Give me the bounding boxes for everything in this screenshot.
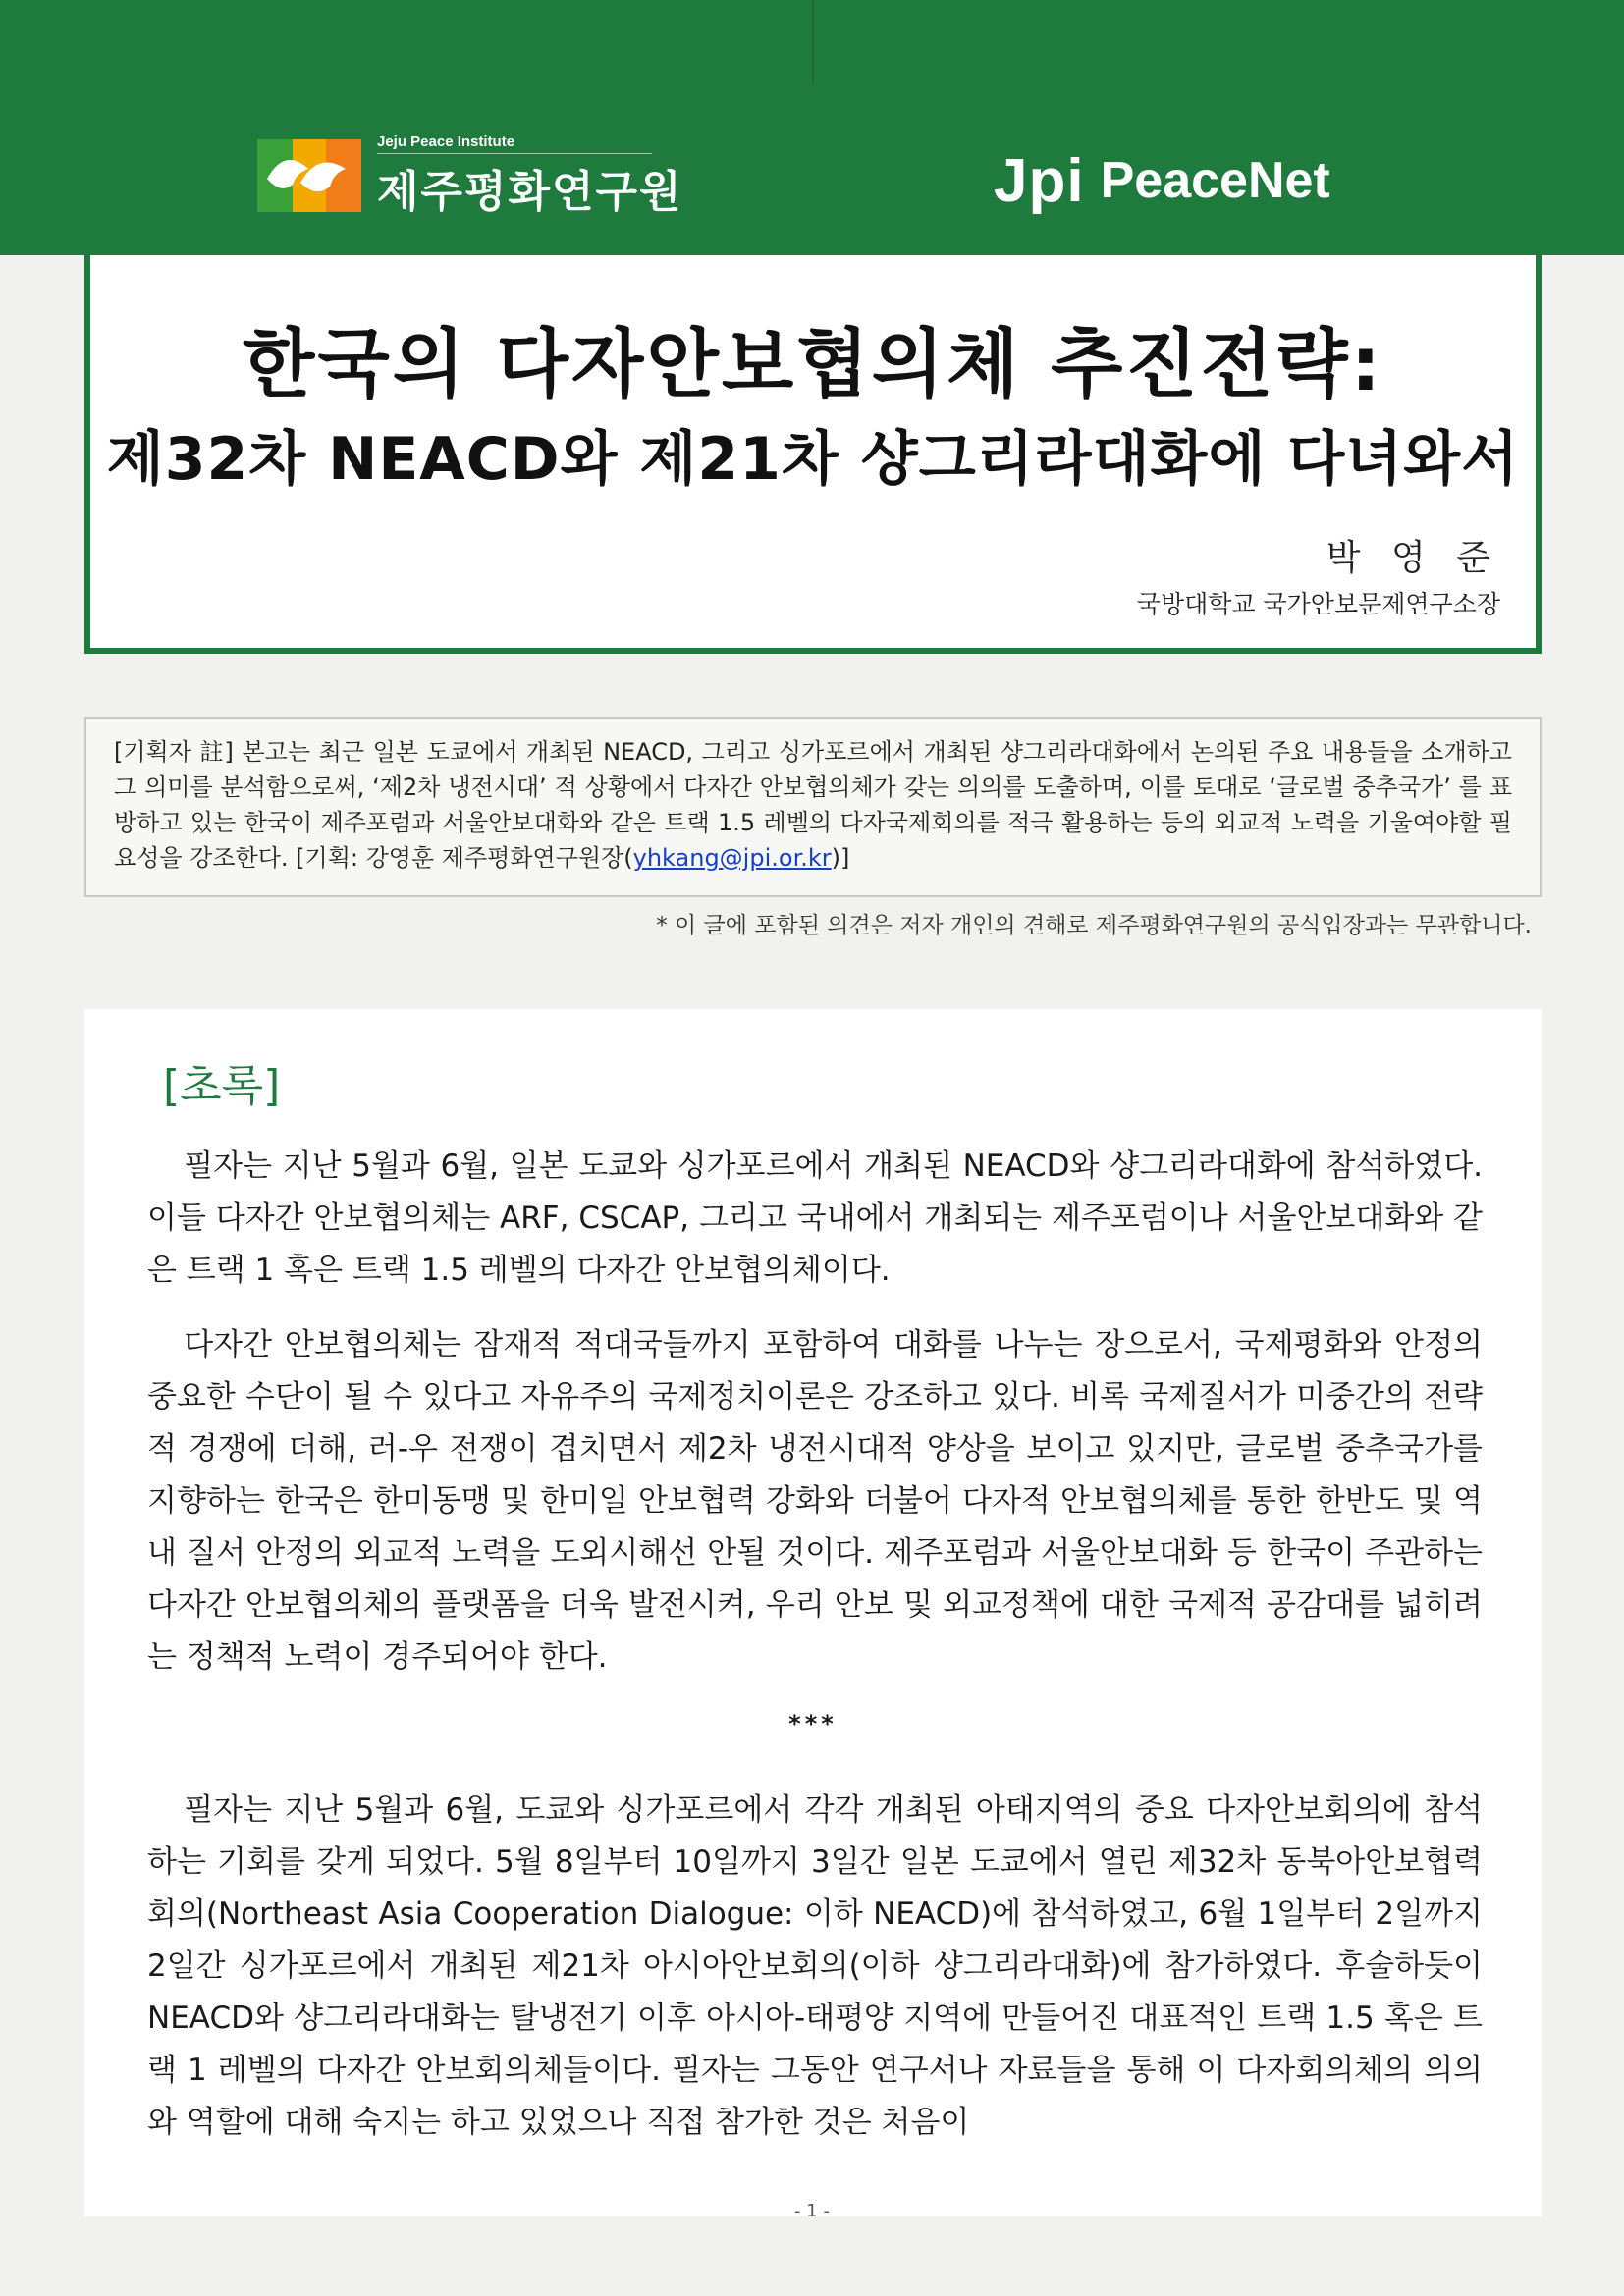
disclaimer: * 이 글에 포함된 의견은 저자 개인의 견해로 제주평화연구원의 공식입장과는 무관합니다. (656, 913, 1532, 938)
author-name: 박 영 준 (1326, 538, 1500, 578)
logo-english-name: Jeju Peace Institute (377, 133, 652, 154)
peacenet-wordmark: PeaceNet (1100, 152, 1330, 209)
page-subtitle: 제32차 NEACD와 제21차 샹그리라대화에 다녀와서 (106, 425, 1520, 494)
dove-logo-icon (257, 139, 361, 212)
editor-note-text: [기획자 註] 본고는 최근 일본 도쿄에서 개최된 NEACD, 그리고 싱가포르에서 개최된 샹그리라대화에서 논의된 주요 내용들을 소개하고 그 의미를 분석함으로써, ‘제2차 냉전시대’ 적 상황에서 다자간 안보협의체가 갖는 의의를 도출하며, 이를 토대로 ‘글로벌 중추국가’ 를 표방하고 있는 한국이 제주포럼과 서울안보대화와 같은 트랙 1.5 레벨의 다자국제회의를 적극 활용하는 등의 외교적 노력을 기울여야할 필요성을 강조한다. [기획: 강영훈 제주평화연구원장( (114, 738, 1512, 872)
logo-header (90, 90, 1536, 255)
jeju-peace-institute-logo[interactable] (257, 132, 683, 220)
abstract-paragraph-1: 필자는 지난 5월과 6월, 일본 도쿄와 싱가포르에서 개최된 NEACD와 샹그리라대화에 참석하였다. 이들 다자간 안보협의체는 ARF, CSCAP, 그리고 국내에서 개최되는 제주포럼이나 서울안보대화와 같은 트랙 1 혹은 트랙 1.5 레벨의 다자간 안보협의체이다. (147, 1148, 1483, 1288)
page-number: - 1 - (794, 2201, 830, 2221)
editor-note (84, 717, 1542, 897)
section-title-abstract: [초록] (163, 1061, 281, 1111)
page-title: 한국의 다자안보협의체 추진전략: (242, 320, 1384, 407)
abstract-paragraph-2: 다자간 안보협의체는 잠재적 적대국들까지 포함하여 대화를 나누는 장으로서, 국제평화와 안정의 중요한 수단이 될 수 있다고 자유주의 국제정치이론은 강조하고 있다. 비록 국제질서가 미중간의 전략적 경쟁에 더해, 러-우 전쟁이 겹치면서 제2차 냉전시대적 양상을 보이고 있지만, 글로벌 중추국가를 지향하는 한국은 한미동맹 및 한미일 안보협력 강화와 더불어 다자적 안보협의체를 통한 한반도 및 역내 질서 안정의 외교적 노력을 도외시해선 안될 것이다. 제주포럼과 서울안보대화 등 한국이 주관하는 다자간 안보협의체의 플랫폼을 더욱 발전시켜, 우리 안보 및 외교정책에 대한 국제적 공감대를 넓히려는 정책적 노력이 경주되어야 한다. (147, 1327, 1483, 1675)
title-box (84, 84, 1542, 654)
jpi-wordmark: Jpi (994, 146, 1085, 215)
section-separator: *** (788, 1710, 838, 1737)
editor-email-link[interactable]: yhkang@jpi.or.kr (632, 844, 832, 872)
peacenet-logo[interactable] (994, 141, 1330, 220)
logo-korean-name: 제주평화연구원 (377, 166, 683, 217)
editor-note-close: )] (831, 844, 850, 872)
content-card (84, 1009, 1542, 2216)
body-paragraph-1: 필자는 지난 5월과 6월, 도쿄와 싱가포르에서 각각 개최된 아태지역의 중요 다자안보회의에 참석하는 기회를 갖게 되었다. 5월 8일부터 10일까지 3일간 일본 도쿄에서 열린 제32차 동북아안보협력회의(Northeast Asia Cooperation Dialogue: 이하 NEACD)에 참석하였고, 6월 1일부터 2일까지 2일간 싱가포르에서 개최된 제21차 아시아안보회의(이하 샹그리라대화)에 참가하였다. 후술하듯이 NEACD와 샹그리라대화는 탈냉전기 이후 아시아-태평양 지역에 만들어진 대표적인 트랙 1.5 혹은 트랙 1 레벨의 다자간 안보회의체들이다. 필자는 그동안 연구서나 자료들을 통해 이 다자회의체의 의의와 역할에 대해 숙지는 하고 있었으나 직접 참가한 것은 처음이 (147, 1792, 1483, 2140)
author-affiliation: 국방대학교 국가안보문제연구소장 (1136, 590, 1500, 618)
